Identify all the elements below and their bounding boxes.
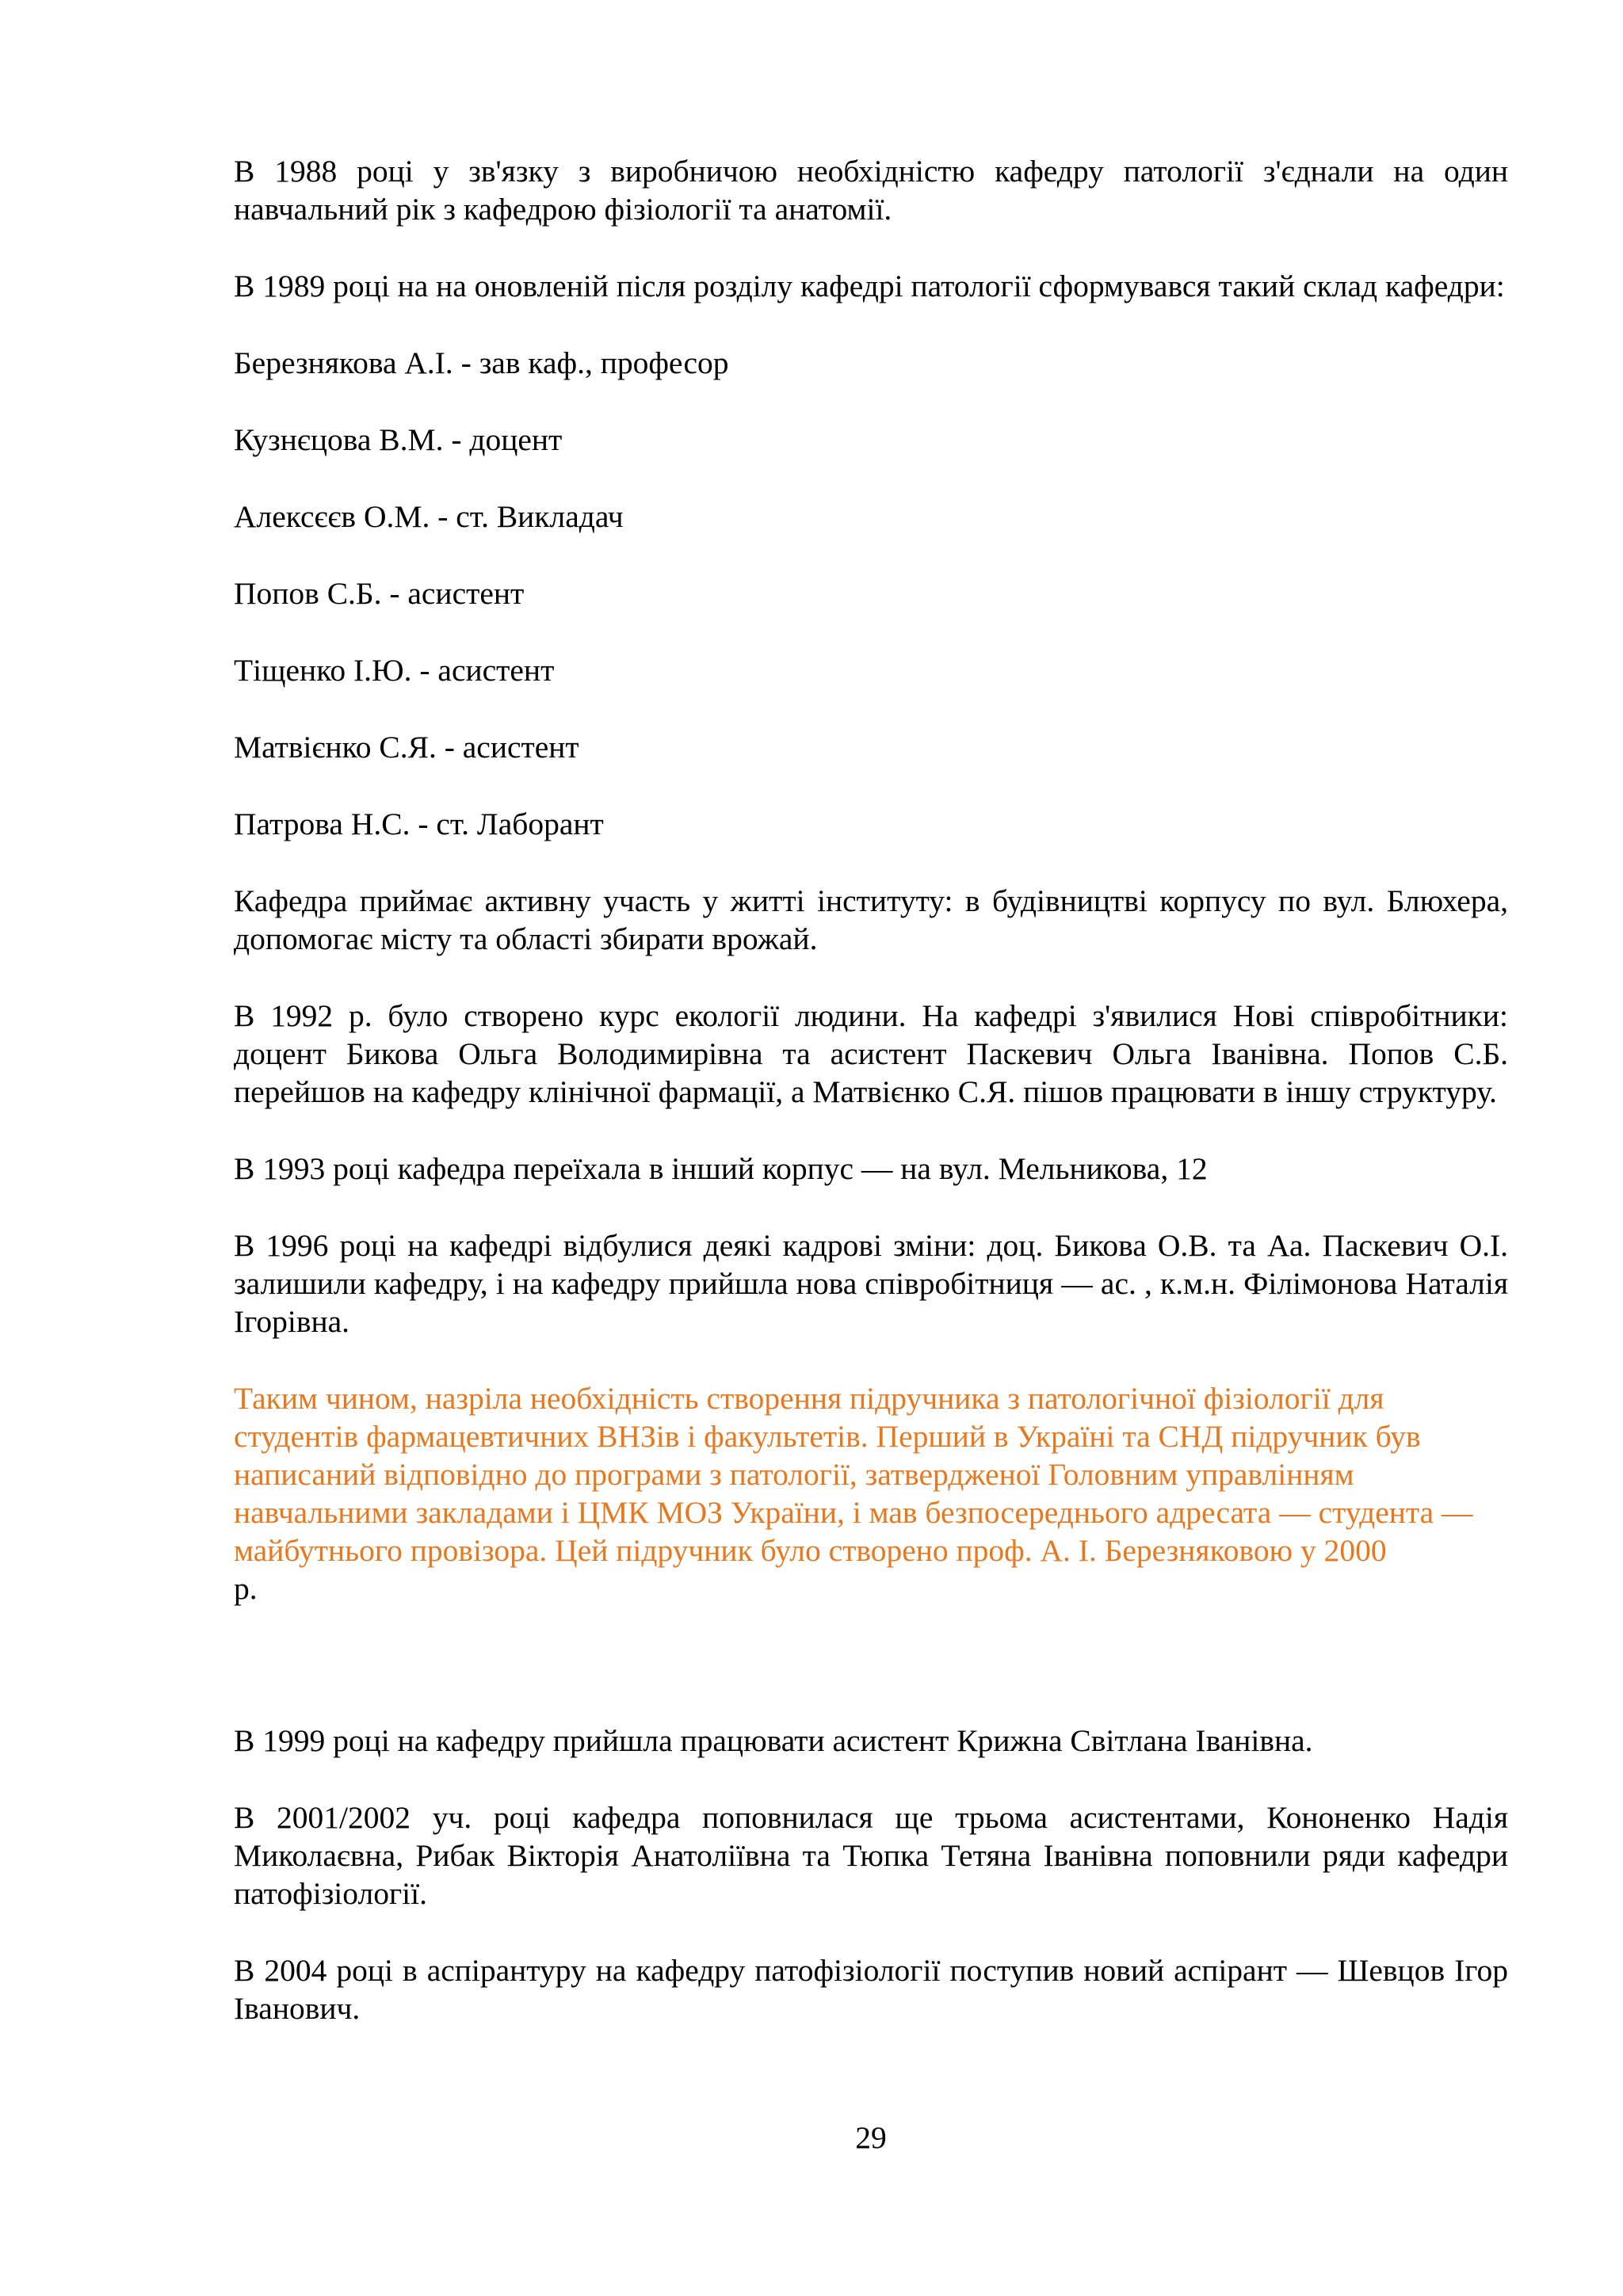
page-number: 29: [855, 2120, 887, 2155]
paragraph-1993: В 1993 році кафедра переїхала в інший корпус — на вул. Мельникова, 12: [234, 1151, 1208, 1186]
textbook-highlight: Таким чином, назріла необхідність створення підручника з патологічної фізіології для студентів фармацевтичних ВНЗів і факультетів. Перший в Україні та СНД підручник був написаний відповідно до програми з патології, затвердженої Головним управлінням навчальними закладами і ЦМК МОЗ України, і мав безпосереднього адресата — студента — майбутнього провізора. Цей підручник було створено проф. А. І. Березняковою у 2000: [234, 1381, 1473, 1568]
paragraph-textbook: [234, 1379, 1508, 1608]
paragraph-1999: В 1999 році на кафедру прийшла працювати асистент Крижна Світлана Іванівна.: [234, 1723, 1313, 1758]
vertical-spacer: [234, 1608, 1508, 1722]
paragraph-1996: В 1996 році на кафедрі відбулися деякі кадрові зміни: доц. Бикова О.В. та Аа. Паскевич О.І. залишили кафедру, і на кафедру прийшла нова співробітниця — ас. , к.м.н. Філімонова Наталія Ігорівна.: [234, 1228, 1508, 1339]
document-page: [234, 152, 1508, 2066]
staff-item: Алексєєв О.М. - ст. Викладач: [234, 499, 624, 534]
staff-item: Патрова Н.С. - ст. Лаборант: [234, 807, 604, 841]
staff-item: Тіщенко І.Ю. - асистент: [234, 653, 555, 688]
paragraph-2001: В 2001/2002 уч. році кафедра поповнилася ще трьома асистентами, Кононенко Надія Миколаєвна, Рибак Вікторія Анатоліївна та Тюпка Тетяна Іванівна поповнили ряди кафедри патофізіології.: [234, 1800, 1508, 1911]
staff-item: Кузнєцова В.М. - доцент: [234, 422, 563, 457]
staff-item: Матвієнко С.Я. - асистент: [234, 730, 579, 765]
paragraph-institute-activity: Кафедра приймає активну участь у житті інституту: в будівництві корпусу по вул. Блюхера, допомогає місту та області збирати врожай.: [234, 883, 1508, 956]
paragraph-2004: В 2004 році в аспірантуру на кафедру патофізіології поступив новий аспірант — Шевцов Ігор Іванович.: [234, 1953, 1508, 2026]
paragraph-1992: В 1992 р. було створено курс екології людини. На кафедрі з'явилися Нові співробітники: доцент Бикова Ольга Володимирівна та асистент Паскевич Ольга Іванівна. Попов С.Б. перейшов на кафедру клінічної фармації, а Матвієнко С.Я. пішов працювати в іншу структуру.: [234, 998, 1508, 1109]
paragraph-1988: В 1988 році у зв'язку з виробничою необхідністю кафедру патології з'єднали на один навчальний рік з кафедрою фізіології та анатомії.: [234, 154, 1508, 227]
staff-item: Попов С.Б. - асистент: [234, 576, 525, 611]
textbook-tail: р.: [234, 1571, 258, 1606]
paragraph-1989: В 1989 році на на оновленій після розділу кафедрі патології сформувався такий склад кафедри:: [234, 269, 1505, 303]
staff-item: Березнякова А.І. - зав каф., професор: [234, 345, 729, 380]
